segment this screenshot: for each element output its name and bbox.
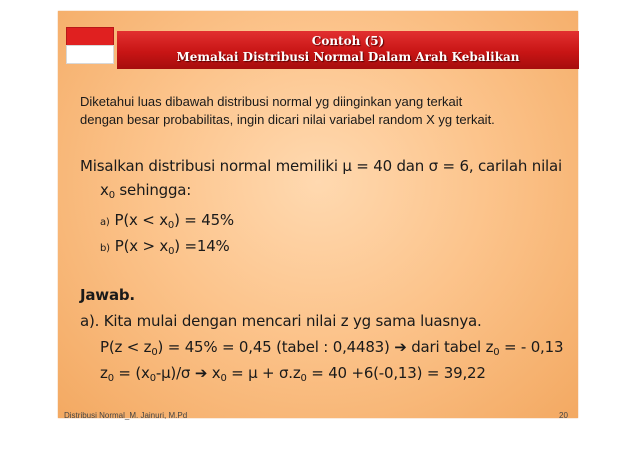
part-a-label: a) xyxy=(100,217,110,228)
part-b-pre: P(x > x xyxy=(114,237,169,255)
part-a-pre: P(x < x xyxy=(114,211,168,229)
title-banner xyxy=(117,31,579,69)
footer-author: Distribusi Normal_M. Jainuri, M.Pd xyxy=(64,411,188,420)
part-a-post: ) = 45% xyxy=(174,211,234,229)
intro-line-1: Diketahui luas dibawah distribusi normal yg diinginkan yang terkait xyxy=(80,94,463,109)
part-b-label: b) xyxy=(100,243,110,254)
part-a xyxy=(100,210,234,229)
eq1-sub: 0 xyxy=(151,347,158,358)
eq2-sub4: 0 xyxy=(300,373,307,384)
eq2-sub2: 0 xyxy=(149,373,156,384)
eq1-tail: dari tabel z xyxy=(406,338,494,356)
equation-1 xyxy=(100,338,563,356)
x0-base: x xyxy=(100,181,109,199)
eq2-sub: 0 xyxy=(107,373,114,384)
answer-step-a: a). Kita mulai dengan mencari nilai z yg sama luasnya. xyxy=(80,312,482,330)
eq2-z: z xyxy=(100,364,108,382)
eq1-sub2: 0 xyxy=(493,347,500,358)
intro-line-2: dengan besar probabilitas, ingin dicari nilai variabel random X yg terkait. xyxy=(80,112,495,127)
eq1-pre: P(z < z xyxy=(100,338,152,356)
eq2-mid: = (x xyxy=(113,364,150,382)
answer-heading: Jawab. xyxy=(80,286,135,304)
equation-2 xyxy=(100,364,486,382)
eq2-end: = 40 +6(-0,13) = 39,22 xyxy=(306,364,486,382)
arrow-right-icon: ➔ xyxy=(194,364,208,382)
eq2-x: x xyxy=(207,364,221,382)
part-a-sub: 0 xyxy=(167,220,175,231)
x0-sub: 0 xyxy=(108,190,115,201)
eq2-mid2: -μ)/σ xyxy=(155,364,195,382)
eq2-mid3: = μ + σ.z xyxy=(226,364,301,382)
part-b-post: ) =14% xyxy=(174,237,230,255)
title-line-1: Contoh (5) xyxy=(311,34,385,48)
eq1-mid: ) = 45% = 0,45 (tabel : 0,4483) xyxy=(157,338,395,356)
problem-line-2 xyxy=(100,181,191,199)
page-number: 20 xyxy=(559,411,568,420)
flag-white-stripe xyxy=(66,45,114,64)
part-b xyxy=(100,236,230,255)
problem-line-2-rest: sehingga: xyxy=(114,181,192,199)
eq2-sub3: 0 xyxy=(220,373,227,384)
problem-line-1: Misalkan distribusi normal memiliki μ = 40 dan σ = 6, carilah nilai xyxy=(80,157,562,175)
eq1-end: = - 0,13 xyxy=(499,338,564,356)
flag-red-stripe xyxy=(66,27,114,46)
arrow-right-icon: ➔ xyxy=(394,338,407,356)
part-b-sub: 0 xyxy=(168,246,175,257)
title-line-2: Memakai Distribusi Normal Dalam Arah Kebalikan xyxy=(176,50,520,64)
